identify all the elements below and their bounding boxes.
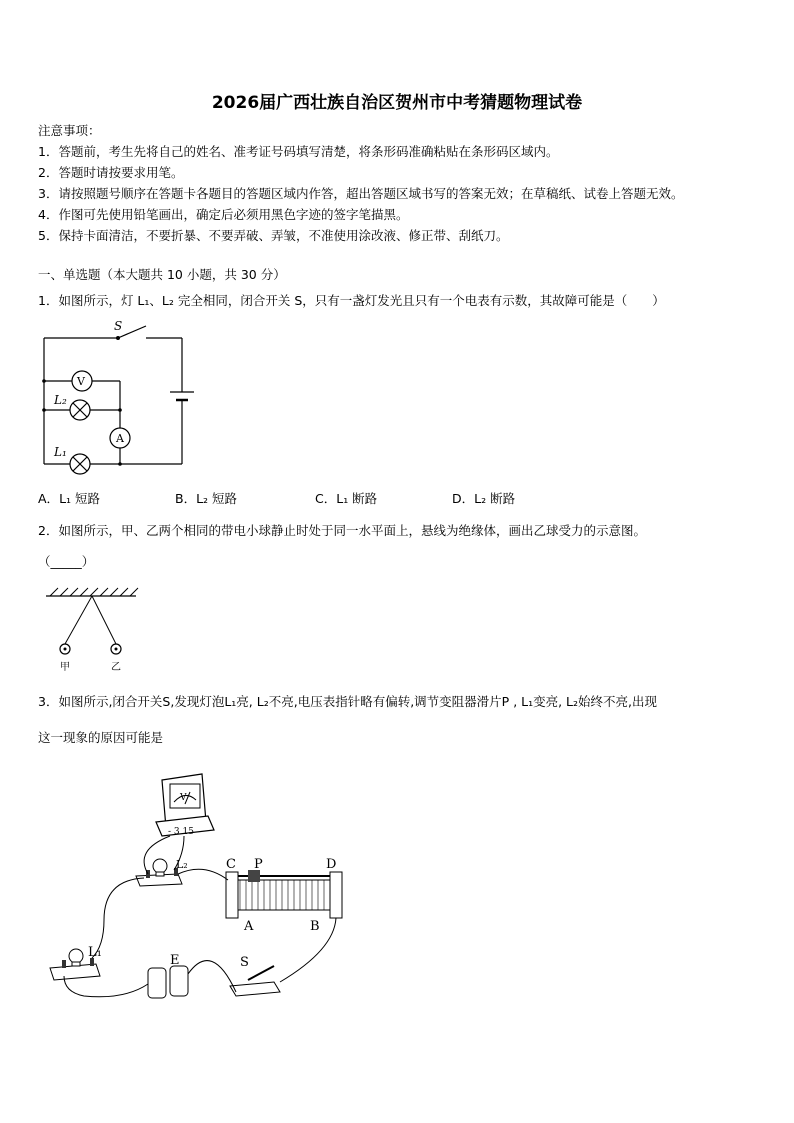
svg-text:L₁: L₁ <box>88 945 102 960</box>
notice-item: 5．保持卡面清洁，不要折暴、不要弄破、弄皱，不准使用涂改液、修正带、刮纸刀。 <box>38 228 509 243</box>
notice-item: 1．答题前，考生先将自己的姓名、准考证号码填写清楚，将条形码准确粘贴在条形码区域内。 <box>38 144 559 159</box>
svg-text:P: P <box>254 857 263 872</box>
svg-text:C: C <box>226 857 236 872</box>
option-c: C．L₁ 断路 <box>315 491 378 506</box>
svg-text:S: S <box>240 955 249 970</box>
svg-text:S: S <box>114 319 123 333</box>
question-3-stem-line-2: 这一现象的原因可能是 <box>38 730 164 745</box>
section-heading: 一、单选题（本大题共 10 小题，共 30 分） <box>38 267 286 282</box>
page-title: 2026届广西壮族自治区贺州市中考猜题物理试卷 <box>211 93 583 113</box>
question-1-circuit-diagram <box>36 318 196 478</box>
notice-item: 4．作图可先使用铅笔画出，确定后必须用黑色字迹的签字笔描黑。 <box>38 207 409 222</box>
notice-heading: 注意事项： <box>38 123 101 138</box>
question-2-figure <box>40 582 150 674</box>
svg-text:乙: 乙 <box>111 662 121 673</box>
svg-text:E: E <box>170 953 180 968</box>
svg-text:D: D <box>326 857 337 872</box>
question-3-circuit-photo-sketch <box>44 770 364 1030</box>
svg-text:A: A <box>116 432 124 445</box>
question-3-stem-line-1: 3．如图所示,闭合开关S,发现灯泡L₁亮, L₂不亮,电压表指针略有偏转,调节变阻器滑片P , L₁变亮, L₂始终不亮,出现 <box>38 694 658 709</box>
answer-blank: （_____） <box>38 554 95 569</box>
svg-text:- 3 15: - 3 15 <box>168 827 194 837</box>
svg-text:B: B <box>310 919 320 934</box>
option-b: B．L₂ 短路 <box>175 491 238 506</box>
svg-text:V: V <box>180 793 187 803</box>
svg-text:A: A <box>244 919 254 934</box>
notice-item: 2．答题时请按要求用笔。 <box>38 165 184 180</box>
svg-text:L₁: L₁ <box>54 445 67 459</box>
option-d: D．L₂ 断路 <box>452 491 516 506</box>
option-a: A．L₁ 短路 <box>38 491 101 506</box>
svg-text:L₂: L₂ <box>54 393 67 407</box>
question-1-stem: 1．如图所示，灯 L₁、L₂ 完全相同，闭合开关 S，只有一盏灯发光且只有一个电表有示数，其故障可能是（ ） <box>38 293 665 308</box>
svg-text:L₂: L₂ <box>176 858 188 871</box>
svg-text:甲: 甲 <box>60 662 70 673</box>
notice-item: 3．请按照题号顺序在答题卡各题目的答题区域内作答，超出答题区域书写的答案无效；在草稿纸、试卷上答题无效。 <box>38 186 684 201</box>
question-2-stem: 2．如图所示，甲、乙两个相同的带电小球静止时处于同一水平面上，悬线为绝缘体，画出乙球受力的示意图。 <box>38 523 646 538</box>
svg-text:V: V <box>77 375 85 388</box>
